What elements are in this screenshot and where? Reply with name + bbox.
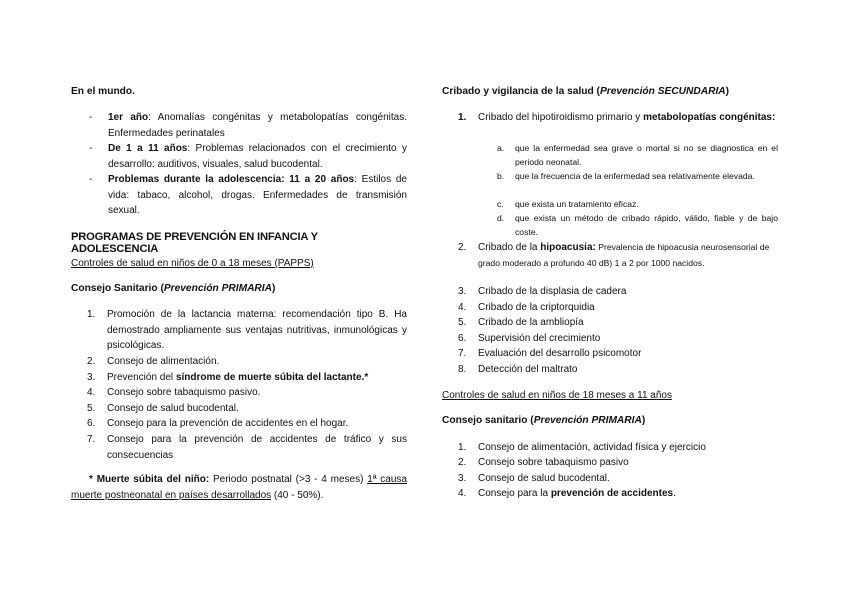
list-item: 4. Consejo sobre tabaquismo pasivo. [87,387,261,398]
controls-18-11-heading: Controles de salud en niños de 18 meses a 11 años [442,390,672,401]
list-item: 5. Cribado de la ambliopía [458,317,584,328]
list-item: 4. Consejo para la prevención de accidentes. [458,488,676,499]
world-item-bold: Problemas durante la adolescencia: 11 a 20 años [108,174,355,185]
sub-list-item: d. que exista un método de cribado rápido, válido, fiable y de bajo coste. [497,213,778,237]
consejo-sanitario-heading: Consejo Sanitario (Prevención PRIMARIA) [71,283,276,294]
list-item [89,141,408,172]
consejo-sanitario-2-heading: Consejo sanitario (Prevención PRIMARIA) [442,415,646,426]
world-item-text: : Problemas relacionados con el crecimiento y desarrollo: auditivos, visuales, salud bucodental. [108,143,408,170]
cribado-heading: Cribado y vigilancia de la salud (Prevención SECUNDARIA) [442,86,730,97]
programs-title: PROGRAMAS DE PREVENCIÓN EN INFANCIA Y ADOLESCENCIA [71,231,318,255]
world-heading: En el mundo. [71,86,135,97]
list-item: 3. Prevención del síndrome de muerte súbita del lactante.* [87,372,369,383]
sub-list-item: c. que exista un tratamiento eficaz. [497,199,639,209]
dash-marker: - [89,112,93,123]
sids-note: * Muerte súbita del niño: Periodo postnatal (>3 - 4 meses) 1ª causa muerte postneonatal en países desarrollados (40 - 50%). [71,474,407,501]
world-item-text: : Estilos de vida: tabaco, alcohol, drogas. Enfermedades de transmisión sexual. [108,174,407,217]
list-item: 7. Consejo para la prevención de accidentes de tráfico y sus consecuencias [87,434,407,461]
list-item: 5. Consejo de salud bucodental. [87,403,239,414]
list-item: 6. Consejo para la prevención de accidentes en el hogar. [87,418,349,429]
list-item [89,172,407,219]
list-item: 2. Consejo de alimentación. [87,356,220,367]
dash-marker: - [89,143,93,154]
list-item: 1. Consejo de alimentación, actividad física y ejercicio [458,442,706,453]
sub-list-item: b. que la frecuencia de la enfermedad sea relativamente elevada. [497,171,755,181]
dash-marker: - [89,174,93,185]
controls-0-18-heading: Controles de salud en niños de 0 a 18 meses (PAPPS) [71,258,314,269]
list-item: 3. Consejo de salud bucodental. [458,473,610,484]
world-item-bold: 1er año [108,112,149,123]
list-item: 1. Promoción de la lactancia materna: recomendación tipo B. Ha demostrado ampliamente sus ventajas nutritivas, inmunológicas y psicológicas. [87,309,407,352]
world-item-text: : Anomalías congénitas y metabolopatías congénitas. Enfermedades perinatales [108,112,407,139]
list-item: 2. Cribado de la hipoacusia: Prevalencia de hipoacusia neurosensorial de grado moderado a profundo 40 dB) 1 a 2 por 1000 nacidos. [458,242,770,268]
list-item: 3. Cribado de la displasia de cadera [458,286,627,297]
list-item: 1. Cribado del hipotiroidismo primario y metabolopatías congénitas: [458,112,776,123]
list-item [89,110,407,141]
list-item: 8. Detección del maltrato [458,364,578,375]
world-item-bold: De 1 a 11 años [108,143,188,154]
list-item: 4. Cribado de la criptorquidia [458,302,595,313]
list-item: 6. Supervisión del crecimiento [458,333,601,344]
list-item: 2. Consejo sobre tabaquismo pasivo [458,457,629,468]
list-item: 7. Evaluación del desarrollo psicomotor [458,348,642,359]
sub-list-item: a. que la enfermedad sea grave o mortal si no se diagnostica en el periodo neonatal. [497,143,778,167]
